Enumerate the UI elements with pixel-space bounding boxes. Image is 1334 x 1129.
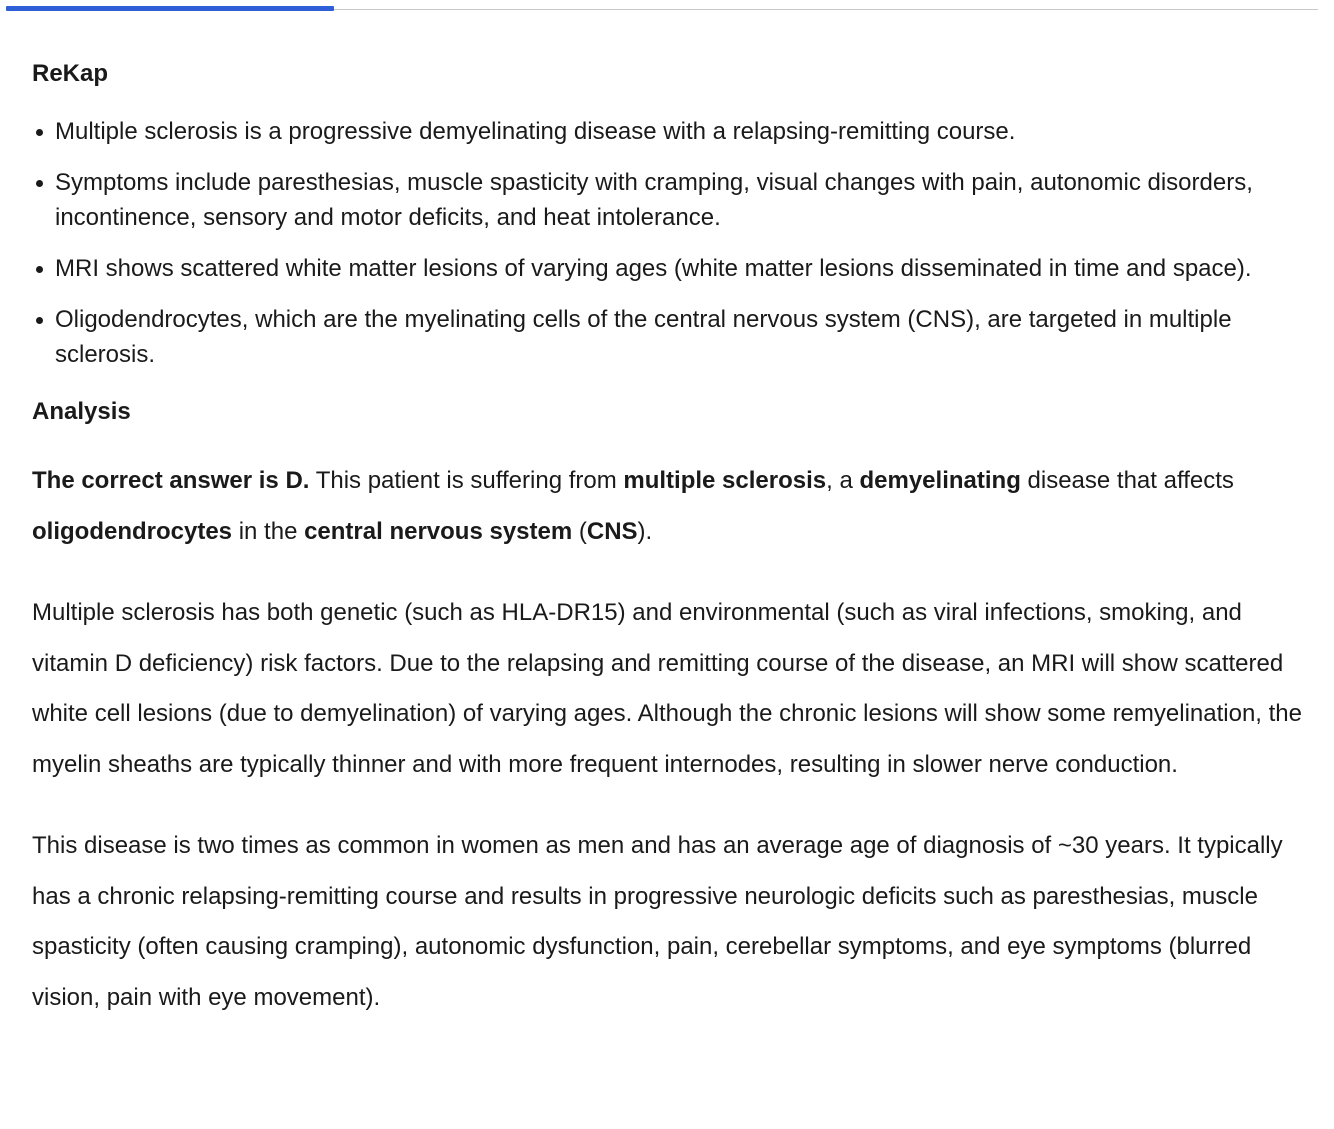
rekap-heading: ReKap — [32, 60, 109, 87]
rekap-item: Multiple sclerosis is a progressive demyelinating disease with a relapsing-remitting course. — [55, 114, 1322, 149]
correct-answer-text: The correct answer is D. — [32, 467, 310, 494]
rekap-item: Oligodendrocytes, which are the myelinating cells of the central nervous system (CNS), are targeted in multiple sclerosis. — [55, 302, 1322, 372]
progress-bar-fill — [6, 6, 334, 11]
analysis-paragraph-epidemiology: This disease is two times as common in women as men and has an average age of diagnosis of ~30 years. It typically has a chronic relapsing-remitting course and results in progressive neurologic deficits such as paresthesias, muscle spasticity (often causing cramping), autonomic dysfunction, pain, cerebellar symptoms, and eye symptoms (blurred vision, pain with eye movement). — [32, 832, 1283, 1011]
rekap-item: MRI shows scattered white matter lesions of varying ages (white matter lesions disseminated in time and space). — [55, 251, 1322, 286]
explanation-content — [32, 56, 1322, 1054]
analysis-paragraph-answer: The correct answer is D. This patient is suffering from multiple sclerosis, a demyelinating disease that affects oligodendrocytes in the central nervous system (CNS). — [32, 467, 1234, 545]
rekap-list — [32, 114, 1322, 372]
analysis-paragraph-risk-factors: Multiple sclerosis has both genetic (such as HLA-DR15) and environmental (such as viral infections, smoking, and vitamin D deficiency) risk factors. Due to the relapsing and remitting course of the disease, an MRI will show scattered white cell lesions (due to demyelination) of varying ages. Although the chronic lesions will show some remyelination, the myelin sheaths are typically thinner and with more frequent internodes, resulting in slower nerve conduction. — [32, 599, 1302, 778]
rekap-item: Symptoms include paresthesias, muscle spasticity with cramping, visual changes with pain, autonomic disorders, incontinence, sensory and motor deficits, and heat intolerance. — [55, 165, 1322, 235]
analysis-heading: Analysis — [32, 398, 131, 425]
